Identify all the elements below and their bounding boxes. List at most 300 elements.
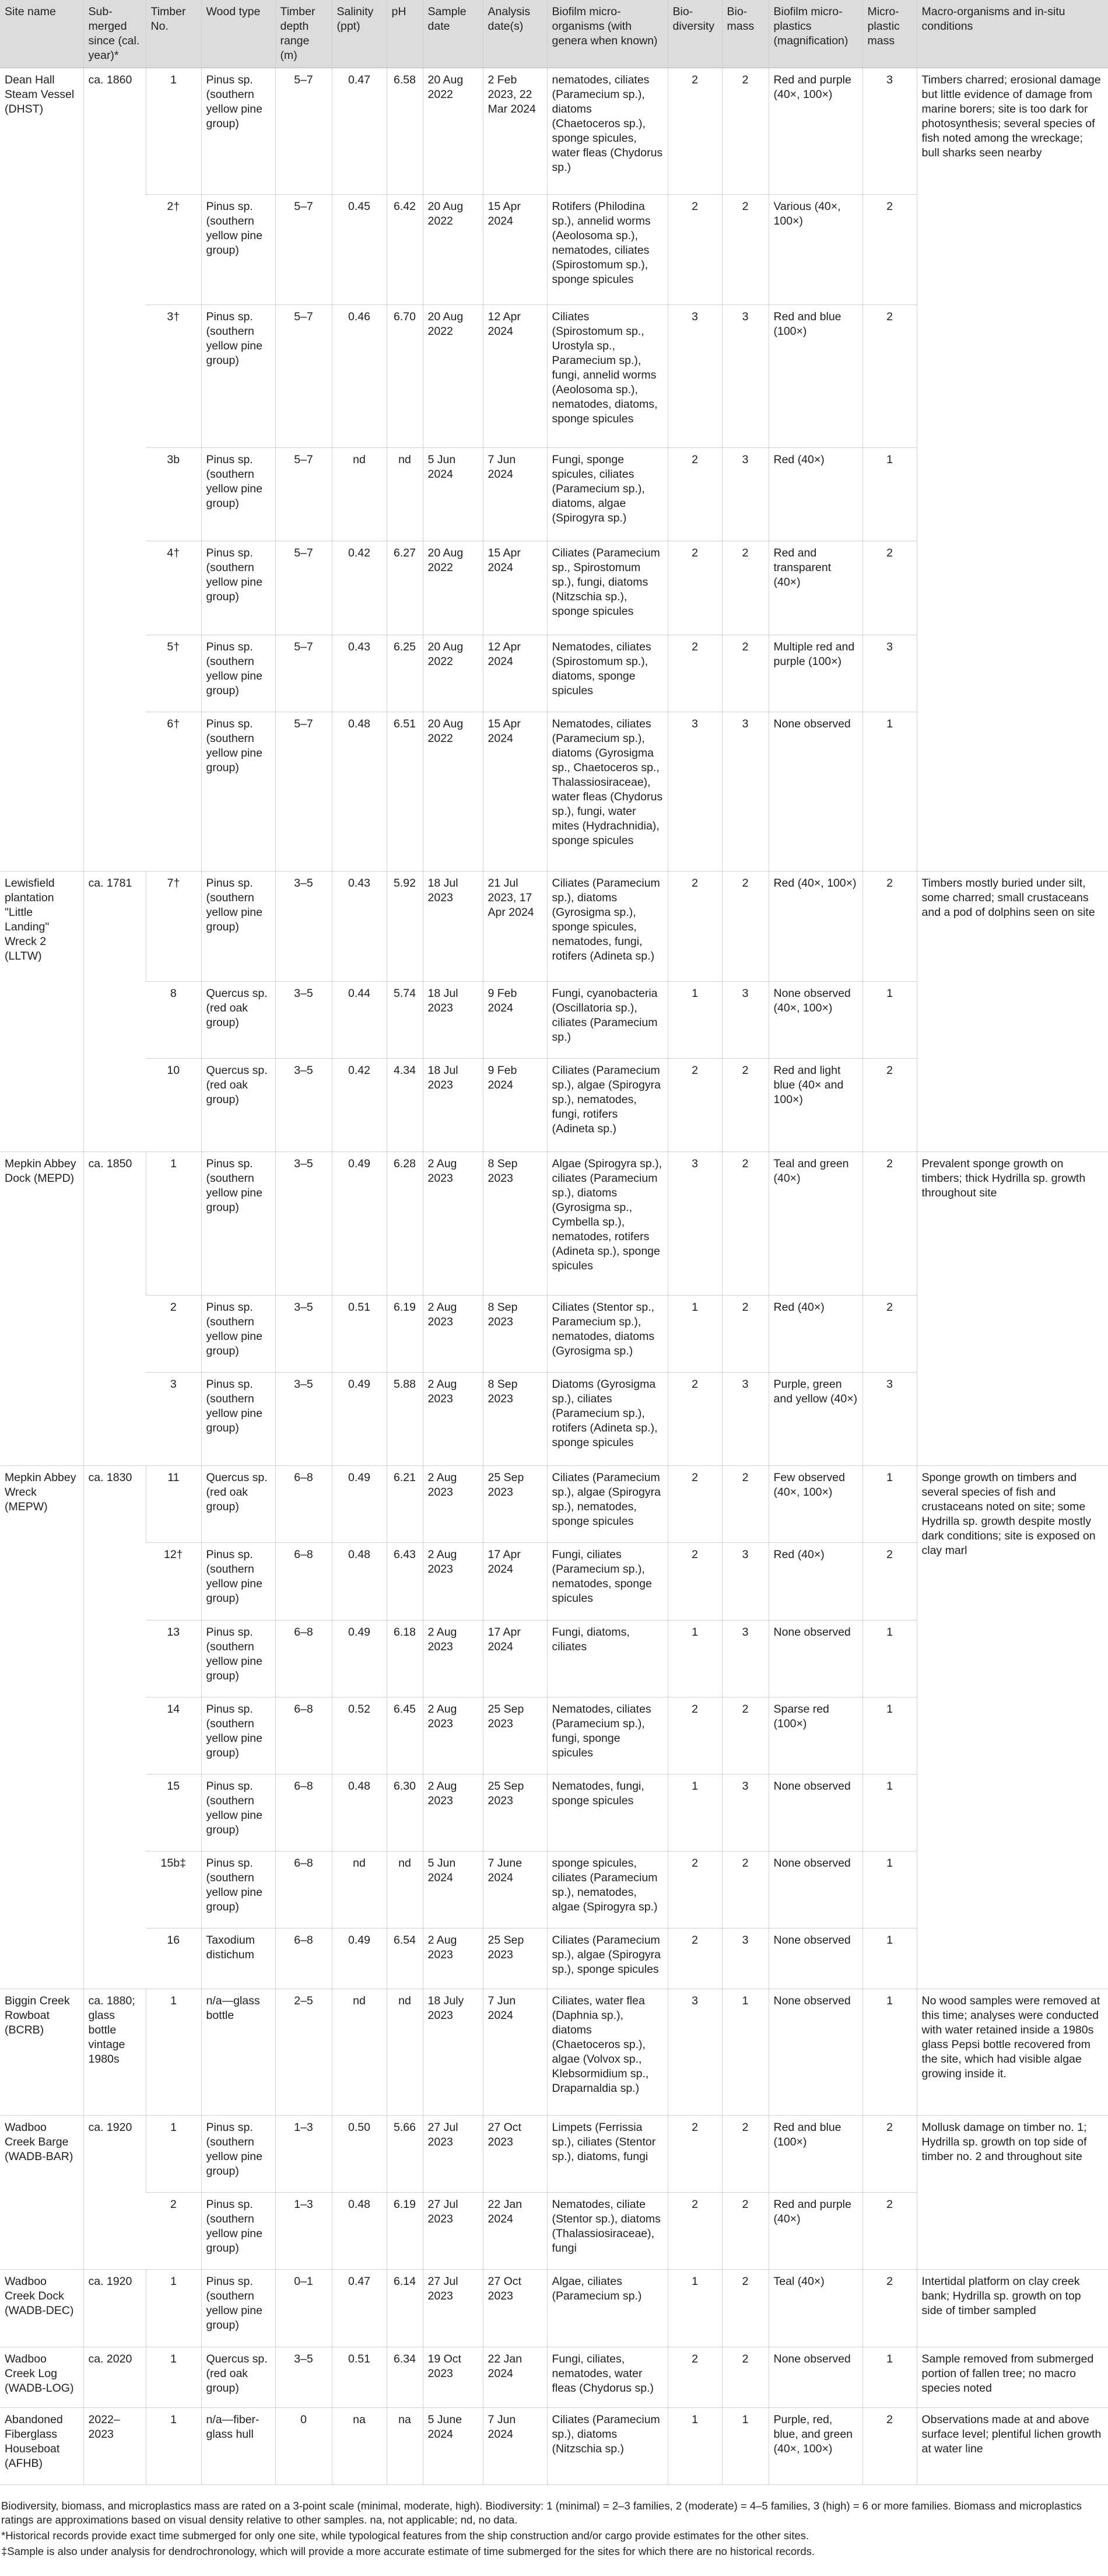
wood-type-cell: Pinus sp. (southern yellow pine group) bbox=[201, 68, 275, 195]
biodiversity-cell: 2 bbox=[668, 1697, 722, 1774]
biomass-cell: 2 bbox=[722, 2270, 769, 2347]
biomass-cell: 2 bbox=[722, 1466, 769, 1543]
timber-no-cell: 1 bbox=[146, 2407, 201, 2484]
microplastic-mass-cell: 2 bbox=[862, 304, 917, 447]
wood-type-cell: n/a—fiber-glass hull bbox=[201, 2407, 275, 2484]
wood-type-cell: Pinus sp. (southern yellow pine group) bbox=[201, 1152, 275, 1295]
site-name-cell: Abandoned Fiberglass Houseboat (AFHB) bbox=[0, 2407, 83, 2484]
microplastics-cell: None observed bbox=[769, 1929, 862, 1989]
header-submerged-since: Sub-merged since (cal. year)* bbox=[83, 0, 146, 68]
salinity-cell: na bbox=[332, 2407, 387, 2484]
microplastic-mass-cell: 1 bbox=[862, 1989, 917, 2116]
depth-cell: 3–5 bbox=[275, 872, 332, 982]
timber-no-cell: 1 bbox=[146, 68, 201, 195]
organisms-cell: Fungi, cyanobacteria (Oscillatoria sp.), ciliates (Paramecium sp.) bbox=[547, 981, 668, 1058]
analysis-date-cell: 21 Jul 2023, 17 Apr 2024 bbox=[483, 872, 547, 982]
salinity-cell: 0.42 bbox=[332, 1059, 387, 1152]
header-timber-depth: Timber depth range (m) bbox=[275, 0, 332, 68]
wood-type-cell: Pinus sp. (southern yellow pine group) bbox=[201, 712, 275, 871]
salinity-cell: 0.48 bbox=[332, 712, 387, 871]
timber-no-cell: 1 bbox=[146, 1989, 201, 2116]
microplastics-cell: Red and light blue (40× and 100×) bbox=[769, 1059, 862, 1152]
analysis-date-cell: 2 Feb 2023, 22 Mar 2024 bbox=[483, 68, 547, 195]
organisms-cell: Ciliates (Paramecium sp.), algae (Spirogyra sp.), nematodes, sponge spicules bbox=[547, 1466, 668, 1543]
salinity-cell: 0.47 bbox=[332, 2270, 387, 2347]
site-name-cell: Lewisfield plantation "Little Landing" Wreck 2 (LLTW) bbox=[0, 872, 83, 1152]
timber-no-cell: 2 bbox=[146, 2193, 201, 2270]
analysis-date-cell: 25 Sep 2023 bbox=[483, 1697, 547, 1774]
site-name-cell: Biggin Creek Rowboat (BCRB) bbox=[0, 1989, 83, 2116]
analysis-date-cell: 15 Apr 2024 bbox=[483, 194, 547, 304]
wood-type-cell: Pinus sp. (southern yellow pine group) bbox=[201, 541, 275, 635]
microplastics-cell: Red (40×) bbox=[769, 447, 862, 541]
depth-cell: 5–7 bbox=[275, 541, 332, 635]
ph-cell: 5.88 bbox=[387, 1372, 423, 1465]
sample-date-cell: 27 Jul 2023 bbox=[423, 2193, 483, 2270]
sample-date-cell: 20 Aug 2022 bbox=[423, 68, 483, 195]
conditions-cell: Mollusk damage on timber no. 1; Hydrilla sp. growth on top side of timber no. 2 and throughout site bbox=[917, 2116, 1108, 2270]
wood-type-cell: Pinus sp. (southern yellow pine group) bbox=[201, 2193, 275, 2270]
timber-no-cell: 3 bbox=[146, 1372, 201, 1465]
salinity-cell: 0.42 bbox=[332, 541, 387, 635]
wood-type-cell: Quercus sp. (red oak group) bbox=[201, 1059, 275, 1152]
microplastics-cell: Red and blue (100×) bbox=[769, 304, 862, 447]
biomass-cell: 2 bbox=[722, 1059, 769, 1152]
analysis-date-cell: 25 Sep 2023 bbox=[483, 1774, 547, 1851]
sample-date-cell: 2 Aug 2023 bbox=[423, 1929, 483, 1989]
biomass-cell: 1 bbox=[722, 1989, 769, 2116]
depth-cell: 3–5 bbox=[275, 1152, 332, 1295]
organisms-cell: Limpets (Ferrissia sp.), ciliates (Stentor sp.), diatoms, fungi bbox=[547, 2116, 668, 2193]
biodiversity-cell: 2 bbox=[668, 447, 722, 541]
organisms-cell: Nematodes, ciliates (Spirostomum sp.), diatoms, sponge spicules bbox=[547, 635, 668, 712]
microplastics-cell: None observed bbox=[769, 1852, 862, 1929]
microplastics-cell: Few observed (40×, 100×) bbox=[769, 1466, 862, 1543]
microplastic-mass-cell: 2 bbox=[862, 1059, 917, 1152]
organisms-cell: Fungi, diatoms, ciliates bbox=[547, 1620, 668, 1697]
depth-cell: 2–5 bbox=[275, 1989, 332, 2116]
submerged-since-cell: ca. 1830 bbox=[83, 1466, 146, 1989]
microplastics-cell: Red and transparent (40×) bbox=[769, 541, 862, 635]
header-biodiversity: Bio-diversity bbox=[668, 0, 722, 68]
biodiversity-cell: 2 bbox=[668, 1466, 722, 1543]
organisms-cell: Ciliates (Paramecium sp.), algae (Spirogyra sp.), nematodes, fungi, rotifers (Adineta sp.) bbox=[547, 1059, 668, 1152]
table-row bbox=[0, 2347, 1108, 2407]
ph-cell: na bbox=[387, 2407, 423, 2484]
ph-cell: 5.66 bbox=[387, 2116, 423, 2193]
biomass-cell: 3 bbox=[722, 304, 769, 447]
microplastic-mass-cell: 3 bbox=[862, 1372, 917, 1465]
biomass-cell: 2 bbox=[722, 635, 769, 712]
microplastic-mass-cell: 1 bbox=[862, 447, 917, 541]
biomass-cell: 2 bbox=[722, 541, 769, 635]
organisms-cell: Algae (Spirogyra sp.), ciliates (Paramecium sp.), diatoms (Gyrosigma sp., Cymbella sp.), nematodes, rotifers (Adineta sp.), sponge spicules bbox=[547, 1152, 668, 1295]
ph-cell: 6.43 bbox=[387, 1543, 423, 1620]
submerged-since-cell: 2022–2023 bbox=[83, 2407, 146, 2484]
biomass-cell: 3 bbox=[722, 712, 769, 871]
organisms-cell: Rotifers (Philodina sp.), annelid worms (Aeolosoma sp.), nematodes, ciliates (Spirostomum sp.), sponge spicules bbox=[547, 194, 668, 304]
depth-cell: 1–3 bbox=[275, 2116, 332, 2193]
timber-no-cell: 12† bbox=[146, 1543, 201, 1620]
organisms-cell: Ciliates (Paramecium sp.), diatoms (Gyrosigma sp.), sponge spicules, nematodes, fungi, rotifers (Adineta sp.) bbox=[547, 872, 668, 982]
analysis-date-cell: 12 Apr 2024 bbox=[483, 635, 547, 712]
sample-date-cell: 20 Aug 2022 bbox=[423, 541, 483, 635]
timber-no-cell: 7† bbox=[146, 872, 201, 982]
organisms-cell: Nematodes, ciliates (Paramecium sp.), diatoms (Gyrosigma sp., Chaetoceros sp., Thalassiosiraceae), water fleas (Chydorus sp.), fungi, water mites (Hydrachnidia), sponge spicules bbox=[547, 712, 668, 871]
microplastics-cell: Red and purple (40×) bbox=[769, 2193, 862, 2270]
ph-cell: 6.58 bbox=[387, 68, 423, 195]
sample-date-cell: 20 Aug 2022 bbox=[423, 712, 483, 871]
timber-no-cell: 1 bbox=[146, 1152, 201, 1295]
salinity-cell: 0.51 bbox=[332, 1295, 387, 1372]
wood-type-cell: Pinus sp. (southern yellow pine group) bbox=[201, 304, 275, 447]
conditions-cell: Observations made at and above surface level; plentiful lichen growth at water line bbox=[917, 2407, 1108, 2484]
microplastic-mass-cell: 1 bbox=[862, 1466, 917, 1543]
biomass-cell: 3 bbox=[722, 1774, 769, 1851]
sample-date-cell: 18 Jul 2023 bbox=[423, 1059, 483, 1152]
header-wood-type: Wood type bbox=[201, 0, 275, 68]
analysis-date-cell: 15 Apr 2024 bbox=[483, 541, 547, 635]
organisms-cell: Ciliates (Paramecium sp., Spirostomum sp.), fungi, diatoms (Nitzschia sp.), sponge spicules bbox=[547, 541, 668, 635]
ph-cell: nd bbox=[387, 1852, 423, 1929]
biodiversity-cell: 2 bbox=[668, 1372, 722, 1465]
organisms-cell: nematodes, ciliates (Paramecium sp.), diatoms (Chaetoceros sp.), sponge spicules, water fleas (Chydorus sp.) bbox=[547, 68, 668, 195]
depth-cell: 6–8 bbox=[275, 1697, 332, 1774]
submerged-since-cell: ca. 1920 bbox=[83, 2270, 146, 2347]
biodiversity-cell: 3 bbox=[668, 304, 722, 447]
depth-cell: 5–7 bbox=[275, 68, 332, 195]
submerged-since-cell: ca. 1781 bbox=[83, 872, 146, 1152]
timber-no-cell: 3b bbox=[146, 447, 201, 541]
salinity-cell: 0.46 bbox=[332, 304, 387, 447]
biodiversity-cell: 2 bbox=[668, 635, 722, 712]
wood-type-cell: Quercus sp. (red oak group) bbox=[201, 2347, 275, 2407]
wood-type-cell: n/a—glass bottle bbox=[201, 1989, 275, 2116]
timber-no-cell: 5† bbox=[146, 635, 201, 712]
wood-type-cell: Pinus sp. (southern yellow pine group) bbox=[201, 635, 275, 712]
salinity-cell: 0.43 bbox=[332, 872, 387, 982]
sample-date-cell: 19 Oct 2023 bbox=[423, 2347, 483, 2407]
header-site-name: Site name bbox=[0, 0, 83, 68]
timber-no-cell: 10 bbox=[146, 1059, 201, 1152]
timber-no-cell: 13 bbox=[146, 1620, 201, 1697]
ph-cell: 6.28 bbox=[387, 1152, 423, 1295]
salinity-cell: 0.45 bbox=[332, 194, 387, 304]
biomass-cell: 2 bbox=[722, 872, 769, 982]
timber-no-cell: 2 bbox=[146, 1295, 201, 1372]
organisms-cell: Nematodes, fungi, sponge spicules bbox=[547, 1774, 668, 1851]
salinity-cell: 0.49 bbox=[332, 1466, 387, 1543]
salinity-cell: 0.49 bbox=[332, 1929, 387, 1989]
analysis-date-cell: 22 Jan 2024 bbox=[483, 2347, 547, 2407]
wood-type-cell: Pinus sp. (southern yellow pine group) bbox=[201, 1620, 275, 1697]
header-ph: pH bbox=[387, 0, 423, 68]
timber-no-cell: 8 bbox=[146, 981, 201, 1058]
sample-date-cell: 2 Aug 2023 bbox=[423, 1620, 483, 1697]
ph-cell: 6.19 bbox=[387, 1295, 423, 1372]
biodiversity-cell: 2 bbox=[668, 194, 722, 304]
biodiversity-cell: 1 bbox=[668, 1774, 722, 1851]
microplastic-mass-cell: 3 bbox=[862, 68, 917, 195]
analysis-date-cell: 9 Feb 2024 bbox=[483, 981, 547, 1058]
table-row bbox=[0, 2116, 1108, 2193]
biomass-cell: 2 bbox=[722, 2193, 769, 2270]
microplastic-mass-cell: 1 bbox=[862, 981, 917, 1058]
submerged-since-cell: ca. 2020 bbox=[83, 2347, 146, 2407]
microplastics-cell: None observed bbox=[769, 2347, 862, 2407]
site-name-cell: Wadboo Creek Log (WADB-LOG) bbox=[0, 2347, 83, 2407]
wood-type-cell: Pinus sp. (southern yellow pine group) bbox=[201, 2270, 275, 2347]
depth-cell: 5–7 bbox=[275, 304, 332, 447]
biomass-cell: 3 bbox=[722, 1372, 769, 1465]
timber-no-cell: 15 bbox=[146, 1774, 201, 1851]
submerged-since-cell: ca. 1880; glass bottle vintage 1980s bbox=[83, 1989, 146, 2116]
microplastic-mass-cell: 2 bbox=[862, 2407, 917, 2484]
site-name-cell: Wadboo Creek Dock (WADB-DEC) bbox=[0, 2270, 83, 2347]
microplastic-mass-cell: 1 bbox=[862, 2347, 917, 2407]
microplastics-cell: None observed bbox=[769, 712, 862, 871]
depth-cell: 0–1 bbox=[275, 2270, 332, 2347]
biodiversity-cell: 1 bbox=[668, 2270, 722, 2347]
table-footnotes bbox=[0, 2499, 1108, 2560]
analysis-date-cell: 12 Apr 2024 bbox=[483, 304, 547, 447]
wood-type-cell: Taxodium distichum bbox=[201, 1929, 275, 1989]
header-biomass: Bio-mass bbox=[722, 0, 769, 68]
wood-type-cell: Quercus sp. (red oak group) bbox=[201, 1466, 275, 1543]
microplastics-cell: Red (40×) bbox=[769, 1543, 862, 1620]
header-sample-date: Sample date bbox=[423, 0, 483, 68]
wood-type-cell: Pinus sp. (southern yellow pine group) bbox=[201, 1852, 275, 1929]
biomass-cell: 2 bbox=[722, 68, 769, 195]
ph-cell: 6.27 bbox=[387, 541, 423, 635]
microplastic-mass-cell: 2 bbox=[862, 1295, 917, 1372]
conditions-cell: Timbers mostly buried under silt, some charred; small crustaceans and a pod of dolphins seen on site bbox=[917, 872, 1108, 1152]
organisms-cell: Nematodes, ciliates (Paramecium sp.), fungi, sponge spicules bbox=[547, 1697, 668, 1774]
ph-cell: 5.92 bbox=[387, 872, 423, 982]
microplastic-mass-cell: 2 bbox=[862, 194, 917, 304]
salinity-cell: 0.48 bbox=[332, 1774, 387, 1851]
ph-cell: 6.19 bbox=[387, 2193, 423, 2270]
biodiversity-cell: 2 bbox=[668, 2116, 722, 2193]
depth-cell: 5–7 bbox=[275, 712, 332, 871]
organisms-cell: Ciliates (Paramecium sp.), diatoms (Nitzschia sp.) bbox=[547, 2407, 668, 2484]
salinity-cell: 0.47 bbox=[332, 68, 387, 195]
timber-no-cell: 15b‡ bbox=[146, 1852, 201, 1929]
biodiversity-cell: 3 bbox=[668, 1152, 722, 1295]
analysis-date-cell: 7 June 2024 bbox=[483, 1852, 547, 1929]
microplastic-mass-cell: 2 bbox=[862, 1152, 917, 1295]
analysis-date-cell: 8 Sep 2023 bbox=[483, 1372, 547, 1465]
analysis-date-cell: 9 Feb 2024 bbox=[483, 1059, 547, 1152]
sample-date-cell: 2 Aug 2023 bbox=[423, 1466, 483, 1543]
microplastic-mass-cell: 1 bbox=[862, 1774, 917, 1851]
sample-date-cell: 2 Aug 2023 bbox=[423, 1152, 483, 1295]
conditions-cell: Intertidal platform on clay creek bank; Hydrilla sp. growth on top side of timber sampled bbox=[917, 2270, 1108, 2347]
salinity-cell: 0.52 bbox=[332, 1697, 387, 1774]
biomass-cell: 2 bbox=[722, 2347, 769, 2407]
sample-date-cell: 18 July 2023 bbox=[423, 1989, 483, 2116]
biomass-cell: 2 bbox=[722, 194, 769, 304]
salinity-cell: nd bbox=[332, 447, 387, 541]
timber-no-cell: 1 bbox=[146, 2116, 201, 2193]
ph-cell: 6.25 bbox=[387, 635, 423, 712]
organisms-cell: Fungi, ciliates, nematodes, water fleas (Chydorus sp.) bbox=[547, 2347, 668, 2407]
table-row bbox=[0, 2407, 1108, 2484]
table-row bbox=[0, 1152, 1108, 1295]
salinity-cell: 0.48 bbox=[332, 2193, 387, 2270]
microplastics-cell: Red and blue (100×) bbox=[769, 2116, 862, 2193]
biomass-cell: 1 bbox=[722, 2407, 769, 2484]
microplastics-cell: Purple, red, blue, and green (40×, 100×) bbox=[769, 2407, 862, 2484]
header-biofilm-organisms: Biofilm micro-organisms (with genera when known) bbox=[547, 0, 668, 68]
microplastic-mass-cell: 1 bbox=[862, 1852, 917, 1929]
ph-cell: nd bbox=[387, 447, 423, 541]
wood-type-cell: Pinus sp. (southern yellow pine group) bbox=[201, 872, 275, 982]
timber-no-cell: 16 bbox=[146, 1929, 201, 1989]
biodiversity-cell: 2 bbox=[668, 872, 722, 982]
analysis-date-cell: 8 Sep 2023 bbox=[483, 1295, 547, 1372]
ph-cell: 6.30 bbox=[387, 1774, 423, 1851]
ph-cell: 6.21 bbox=[387, 1466, 423, 1543]
analysis-date-cell: 17 Apr 2024 bbox=[483, 1543, 547, 1620]
conditions-cell: Prevalent sponge growth on timbers; thick Hydrilla sp. growth throughout site bbox=[917, 1152, 1108, 1466]
microplastics-cell: Red (40×, 100×) bbox=[769, 872, 862, 982]
table-row bbox=[0, 1989, 1108, 2116]
sample-date-cell: 18 Jul 2023 bbox=[423, 981, 483, 1058]
conditions-cell: Sample removed from submerged portion of fallen tree; no macro species noted bbox=[917, 2347, 1108, 2407]
organisms-cell: Fungi, sponge spicules, ciliates (Paramecium sp.), diatoms, algae (Spirogyra sp.) bbox=[547, 447, 668, 541]
wood-type-cell: Pinus sp. (southern yellow pine group) bbox=[201, 447, 275, 541]
analysis-date-cell: 25 Sep 2023 bbox=[483, 1929, 547, 1989]
sample-date-cell: 5 June 2024 bbox=[423, 2407, 483, 2484]
ph-cell: 5.74 bbox=[387, 981, 423, 1058]
wood-type-cell: Pinus sp. (southern yellow pine group) bbox=[201, 2116, 275, 2193]
ph-cell: nd bbox=[387, 1989, 423, 2116]
organisms-cell: Diatoms (Gyrosigma sp.), ciliates (Paramecium sp.), rotifers (Adineta sp.), sponge spicules bbox=[547, 1372, 668, 1465]
organisms-cell: Ciliates (Spirostomum sp., Urostyla sp., Paramecium sp.), fungi, annelid worms (Aeolosoma sp.), nematodes, diatoms, sponge spicules bbox=[547, 304, 668, 447]
biodiversity-cell: 1 bbox=[668, 2407, 722, 2484]
depth-cell: 0 bbox=[275, 2407, 332, 2484]
microplastic-mass-cell: 2 bbox=[862, 541, 917, 635]
microplastic-mass-cell: 3 bbox=[862, 635, 917, 712]
ph-cell: 6.70 bbox=[387, 304, 423, 447]
sample-date-cell: 2 Aug 2023 bbox=[423, 1543, 483, 1620]
wood-type-cell: Quercus sp. (red oak group) bbox=[201, 981, 275, 1058]
header-row bbox=[0, 0, 1108, 68]
depth-cell: 3–5 bbox=[275, 981, 332, 1058]
analysis-date-cell: 7 Jun 2024 bbox=[483, 2407, 547, 2484]
analysis-date-cell: 25 Sep 2023 bbox=[483, 1466, 547, 1543]
timber-no-cell: 2† bbox=[146, 194, 201, 304]
header-microplastic-mass: Micro-plastic mass bbox=[862, 0, 917, 68]
microplastics-cell: Teal and green (40×) bbox=[769, 1152, 862, 1295]
ph-cell: 4.34 bbox=[387, 1059, 423, 1152]
header-timber-no: Timber No. bbox=[146, 0, 201, 68]
conditions-cell: Sponge growth on timbers and several species of fish and crustaceans noted on site; some Hydrilla sp. growth despite mostly dark conditions; site is exposed on clay marl bbox=[917, 1466, 1108, 1989]
biodiversity-cell: 2 bbox=[668, 2193, 722, 2270]
header-salinity: Salinity (ppt) bbox=[332, 0, 387, 68]
biodiversity-cell: 2 bbox=[668, 1852, 722, 1929]
footnote-historical: *Historical records provide exact time submerged for only one site, while typological features from the ship construction and/or cargo provide estimates for the other sites. bbox=[1, 2529, 809, 2542]
timber-no-cell: 4† bbox=[146, 541, 201, 635]
timber-no-cell: 1 bbox=[146, 2270, 201, 2347]
wood-type-cell: Pinus sp. (southern yellow pine group) bbox=[201, 1774, 275, 1851]
organisms-cell: Fungi, ciliates (Paramecium sp.), nematodes, sponge spicules bbox=[547, 1543, 668, 1620]
wood-type-cell: Pinus sp. (southern yellow pine group) bbox=[201, 194, 275, 304]
biodiversity-cell: 2 bbox=[668, 2347, 722, 2407]
depth-cell: 6–8 bbox=[275, 1929, 332, 1989]
analysis-date-cell: 17 Apr 2024 bbox=[483, 1620, 547, 1697]
sample-date-cell: 5 Jun 2024 bbox=[423, 447, 483, 541]
site-name-cell: Dean Hall Steam Vessel (DHST) bbox=[0, 68, 83, 872]
organisms-cell: Ciliates, water flea (Daphnia sp.), diatoms (Chaetoceros sp.), algae (Volvox sp., Klebsormidium sp., Draparnaldia sp.) bbox=[547, 1989, 668, 2116]
submerged-since-cell: ca. 1920 bbox=[83, 2116, 146, 2270]
sample-date-cell: 20 Aug 2022 bbox=[423, 635, 483, 712]
biomass-cell: 3 bbox=[722, 447, 769, 541]
biodiversity-cell: 1 bbox=[668, 1620, 722, 1697]
timber-no-cell: 1 bbox=[146, 2347, 201, 2407]
submerged-since-cell: ca. 1860 bbox=[83, 68, 146, 872]
footnote-dendro: ‡Sample is also under analysis for dendrochronology, which will provide a more accurate estimate of time submerged for the sites for which there are no historical records. bbox=[1, 2545, 815, 2557]
biomass-cell: 2 bbox=[722, 1152, 769, 1295]
depth-cell: 6–8 bbox=[275, 1852, 332, 1929]
microplastics-cell: Various (40×, 100×) bbox=[769, 194, 862, 304]
biomass-cell: 2 bbox=[722, 1295, 769, 1372]
ph-cell: 6.14 bbox=[387, 2270, 423, 2347]
biomass-cell: 2 bbox=[722, 2116, 769, 2193]
microplastic-mass-cell: 1 bbox=[862, 1929, 917, 1989]
organisms-cell: Nematodes, ciliate (Stentor sp.), diatoms (Thalassiosiraceae), fungi bbox=[547, 2193, 668, 2270]
sample-date-cell: 20 Aug 2022 bbox=[423, 194, 483, 304]
sample-date-cell: 2 Aug 2023 bbox=[423, 1774, 483, 1851]
depth-cell: 1–3 bbox=[275, 2193, 332, 2270]
analysis-date-cell: 8 Sep 2023 bbox=[483, 1152, 547, 1295]
microplastic-mass-cell: 1 bbox=[862, 1620, 917, 1697]
biomass-cell: 2 bbox=[722, 1852, 769, 1929]
organisms-cell: Algae, ciliates (Paramecium sp.) bbox=[547, 2270, 668, 2347]
submerged-since-cell: ca. 1850 bbox=[83, 1152, 146, 1466]
depth-cell: 5–7 bbox=[275, 635, 332, 712]
footnote-scale: Biodiversity, biomass, and microplastics mass are rated on a 3-point scale (minimal, moderate, high). Biodiversity: 1 (minimal) = 2–3 families, 2 (moderate) = 4–5 families, 3 (high) = 6 or more families. Biomass and microplastics ratings are approximations based on visual density relative to other samples. na, not applicable; nd, no data. bbox=[1, 2500, 1082, 2526]
biodiversity-cell: 3 bbox=[668, 712, 722, 871]
microplastic-mass-cell: 1 bbox=[862, 712, 917, 871]
ph-cell: 6.42 bbox=[387, 194, 423, 304]
depth-cell: 5–7 bbox=[275, 194, 332, 304]
ph-cell: 6.45 bbox=[387, 1697, 423, 1774]
microplastic-mass-cell: 2 bbox=[862, 2193, 917, 2270]
header-macro-organisms: Macro-organisms and in-situ conditions bbox=[917, 0, 1108, 68]
salinity-cell: 0.49 bbox=[332, 1372, 387, 1465]
depth-cell: 3–5 bbox=[275, 1372, 332, 1465]
table-row bbox=[0, 1466, 1108, 1543]
sample-date-cell: 27 Jul 2023 bbox=[423, 2116, 483, 2193]
microplastics-cell: None observed (40×, 100×) bbox=[769, 981, 862, 1058]
analysis-date-cell: 27 Oct 2023 bbox=[483, 2270, 547, 2347]
salinity-cell: 0.51 bbox=[332, 2347, 387, 2407]
salinity-cell: 0.44 bbox=[332, 981, 387, 1058]
microplastics-cell: Red and purple (40×, 100×) bbox=[769, 68, 862, 195]
microplastics-cell: Multiple red and purple (100×) bbox=[769, 635, 862, 712]
depth-cell: 6–8 bbox=[275, 1774, 332, 1851]
analysis-date-cell: 22 Jan 2024 bbox=[483, 2193, 547, 2270]
depth-cell: 3–5 bbox=[275, 1059, 332, 1152]
sample-date-cell: 2 Aug 2023 bbox=[423, 1372, 483, 1465]
analysis-date-cell: 15 Apr 2024 bbox=[483, 712, 547, 871]
timber-no-cell: 14 bbox=[146, 1697, 201, 1774]
biodiversity-cell: 2 bbox=[668, 541, 722, 635]
depth-cell: 6–8 bbox=[275, 1466, 332, 1543]
biodiversity-cell: 1 bbox=[668, 1295, 722, 1372]
